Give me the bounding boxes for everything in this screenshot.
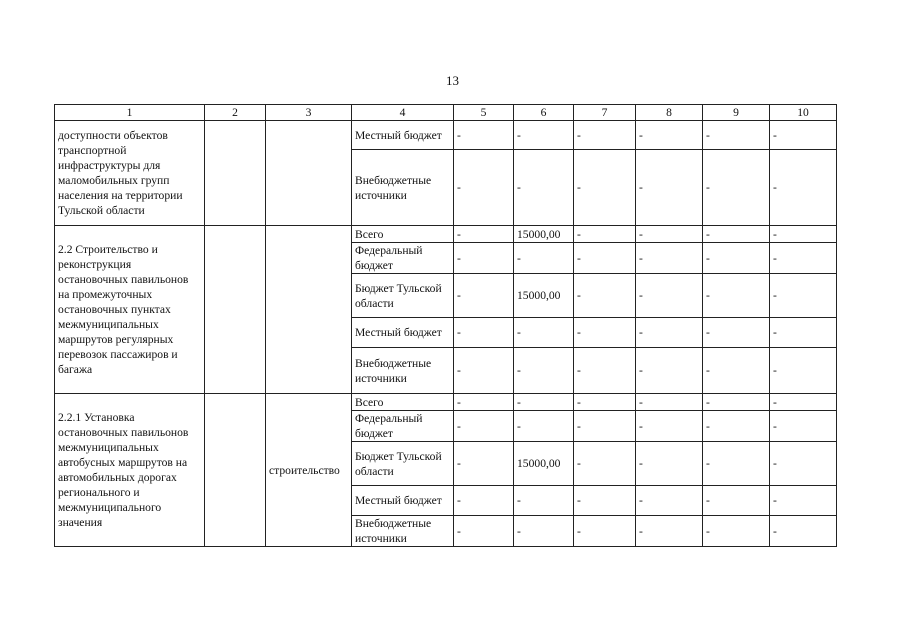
value-cell: - <box>770 274 837 318</box>
value-cell: - <box>514 243 574 274</box>
value-cell: - <box>514 318 574 348</box>
item-description-cell: 2.2.1 Установка остановочных павильонов межмуниципальных автобусных маршрутов на автомобильных дорогах регионального и межмуниципального значения <box>55 394 205 547</box>
value-cell: - <box>703 411 770 442</box>
page-number: 13 <box>446 73 459 88</box>
value-cell: - <box>770 226 837 243</box>
value-cell: - <box>454 348 514 394</box>
value-cell: - <box>454 274 514 318</box>
value-cell: - <box>703 226 770 243</box>
value-cell: - <box>636 394 703 411</box>
column-header: 1 <box>55 105 205 121</box>
value-cell: - <box>574 516 636 547</box>
value-cell: - <box>636 442 703 486</box>
funding-source-cell: Всего <box>352 394 454 411</box>
value-cell: - <box>636 411 703 442</box>
item-description-cell: 2.2 Строительство и реконструкция остановочных павильонов на промежуточных остановочных пунктах межмуниципальных маршрутов регулярных перевозок пассажиров и багажа <box>55 226 205 394</box>
value-cell: - <box>703 348 770 394</box>
value-cell: - <box>703 274 770 318</box>
value-cell: - <box>574 411 636 442</box>
value-cell: - <box>703 516 770 547</box>
value-cell: - <box>454 318 514 348</box>
funding-source-cell: Внебюджетные источники <box>352 348 454 394</box>
funding-source-cell: Внебюджетные источники <box>352 516 454 547</box>
funding-source-cell: Местный бюджет <box>352 486 454 516</box>
column-header: 7 <box>574 105 636 121</box>
column-header: 10 <box>770 105 837 121</box>
value-cell: - <box>454 394 514 411</box>
work-type-cell <box>266 121 352 226</box>
value-cell: 15000,00 <box>514 226 574 243</box>
column-header: 5 <box>454 105 514 121</box>
value-cell: - <box>703 243 770 274</box>
value-cell: - <box>636 274 703 318</box>
value-cell: 15000,00 <box>514 274 574 318</box>
value-cell: - <box>636 150 703 226</box>
value-cell: - <box>703 442 770 486</box>
value-cell: - <box>454 243 514 274</box>
value-cell: - <box>574 442 636 486</box>
funding-source-cell: Бюджет Тульской области <box>352 274 454 318</box>
funding-source-cell: Всего <box>352 226 454 243</box>
value-cell: - <box>574 348 636 394</box>
value-cell: - <box>574 274 636 318</box>
value-cell: - <box>770 516 837 547</box>
table-header-row <box>55 105 837 121</box>
column-2-cell <box>205 394 266 547</box>
value-cell: - <box>514 411 574 442</box>
value-cell: - <box>454 121 514 150</box>
column-header: 9 <box>703 105 770 121</box>
value-cell: - <box>703 394 770 411</box>
value-cell: - <box>574 243 636 274</box>
value-cell: - <box>636 121 703 150</box>
value-cell: - <box>514 516 574 547</box>
value-cell: - <box>514 394 574 411</box>
value-cell: - <box>770 150 837 226</box>
table-row <box>55 121 837 150</box>
value-cell: - <box>454 442 514 486</box>
value-cell: - <box>514 348 574 394</box>
value-cell: - <box>574 226 636 243</box>
value-cell: - <box>770 411 837 442</box>
funding-source-cell: Федеральный бюджет <box>352 243 454 274</box>
value-cell: - <box>703 486 770 516</box>
work-type-cell <box>266 226 352 394</box>
value-cell: - <box>703 150 770 226</box>
value-cell: - <box>454 486 514 516</box>
column-header: 3 <box>266 105 352 121</box>
value-cell: - <box>770 121 837 150</box>
value-cell: - <box>514 486 574 516</box>
value-cell: - <box>574 121 636 150</box>
work-type-cell: строительство <box>266 394 352 547</box>
value-cell: - <box>454 411 514 442</box>
value-cell: - <box>574 486 636 516</box>
funding-source-cell: Местный бюджет <box>352 121 454 150</box>
value-cell: - <box>770 442 837 486</box>
value-cell: - <box>703 318 770 348</box>
column-2-cell <box>205 121 266 226</box>
value-cell: - <box>454 516 514 547</box>
value-cell: - <box>574 394 636 411</box>
funding-source-cell: Местный бюджет <box>352 318 454 348</box>
budget-table <box>54 104 837 547</box>
value-cell: - <box>636 243 703 274</box>
value-cell: - <box>514 150 574 226</box>
value-cell: - <box>770 394 837 411</box>
column-header: 2 <box>205 105 266 121</box>
column-header: 4 <box>352 105 454 121</box>
value-cell: - <box>770 486 837 516</box>
value-cell: - <box>636 226 703 243</box>
value-cell: - <box>770 348 837 394</box>
column-header: 6 <box>514 105 574 121</box>
column-2-cell <box>205 226 266 394</box>
column-header: 8 <box>636 105 703 121</box>
value-cell: - <box>574 150 636 226</box>
value-cell: - <box>636 516 703 547</box>
value-cell: - <box>454 150 514 226</box>
funding-source-cell: Федеральный бюджет <box>352 411 454 442</box>
value-cell: - <box>454 226 514 243</box>
funding-source-cell: Внебюджетные источники <box>352 150 454 226</box>
value-cell: - <box>636 318 703 348</box>
value-cell: - <box>636 486 703 516</box>
value-cell: - <box>770 318 837 348</box>
value-cell: - <box>514 121 574 150</box>
value-cell: - <box>703 121 770 150</box>
funding-source-cell: Бюджет Тульской области <box>352 442 454 486</box>
table-row <box>55 394 837 411</box>
table-row <box>55 226 837 243</box>
value-cell: 15000,00 <box>514 442 574 486</box>
value-cell: - <box>636 348 703 394</box>
value-cell: - <box>574 318 636 348</box>
item-description-cell: доступности объектов транспортной инфраструктуры для маломобильных групп населения на территории Тульской области <box>55 121 205 226</box>
value-cell: - <box>770 243 837 274</box>
